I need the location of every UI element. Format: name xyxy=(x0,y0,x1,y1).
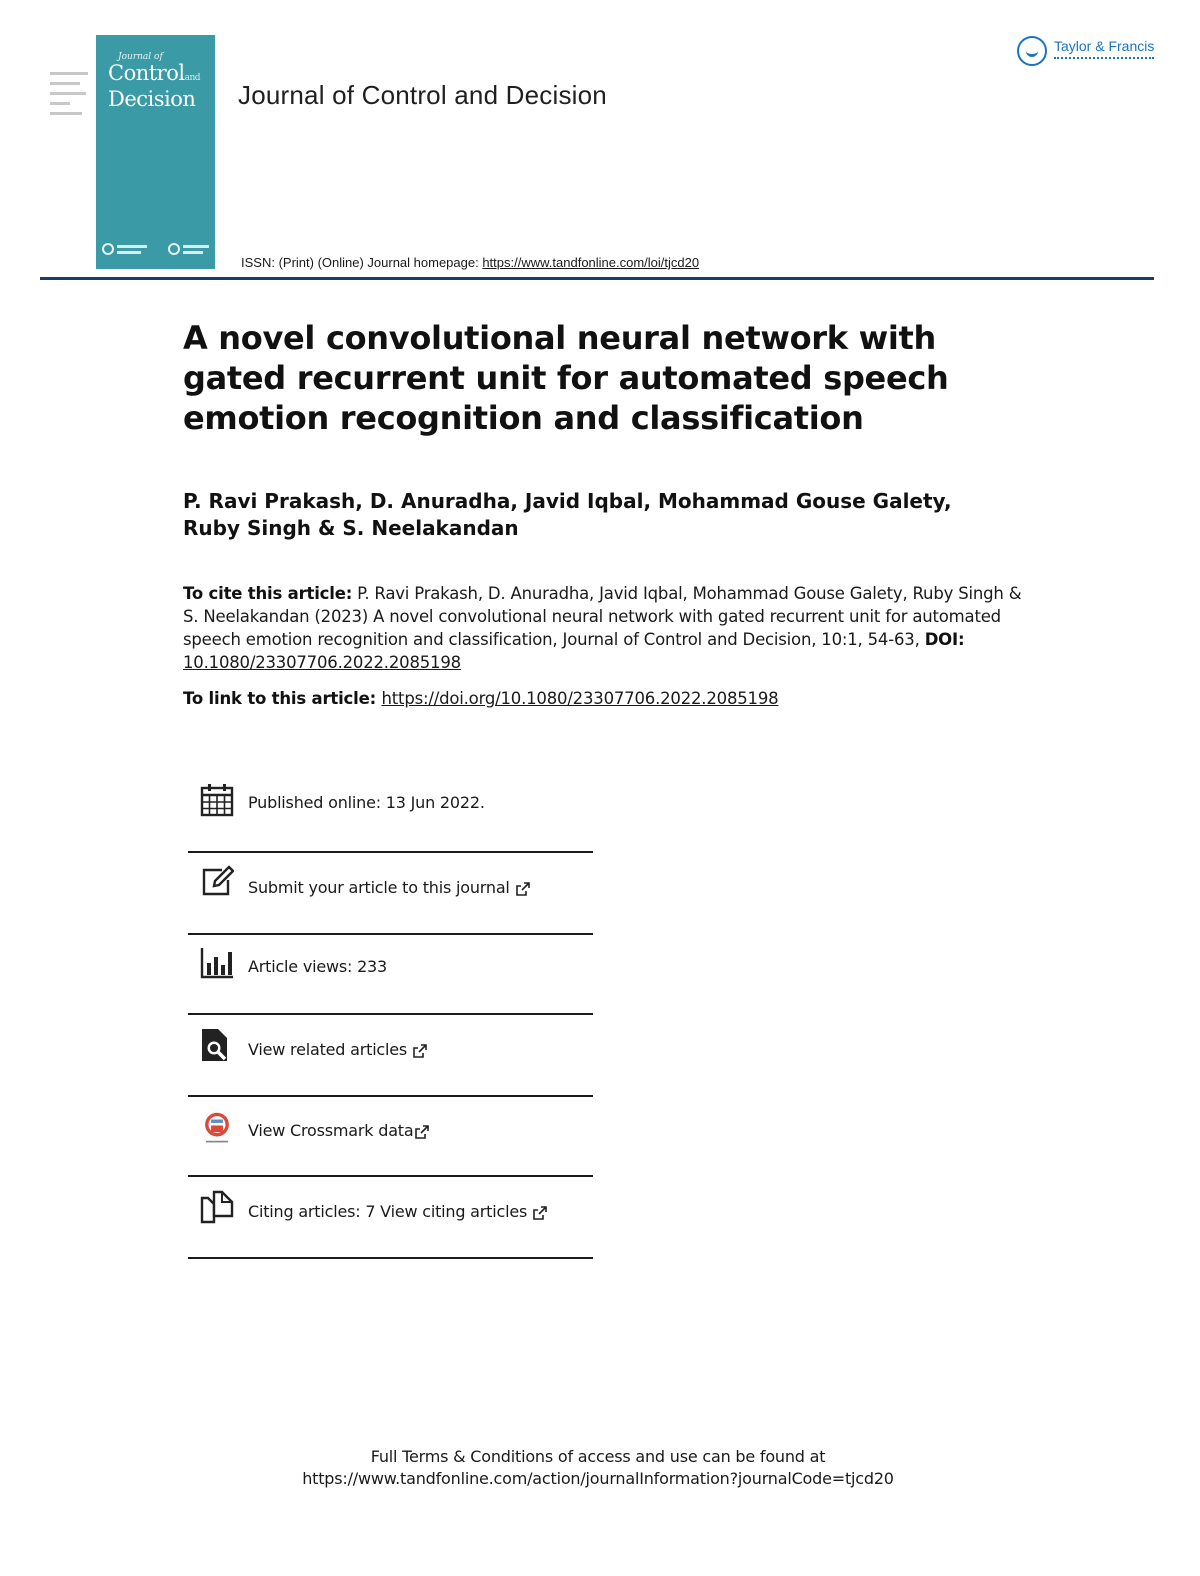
issn-line xyxy=(241,255,699,270)
info-published xyxy=(188,771,593,853)
cover-title-and: and xyxy=(184,73,201,83)
edit-icon xyxy=(200,865,234,899)
cover-publisher-logos xyxy=(100,239,210,261)
submit-article-label: Submit your article to this journal xyxy=(248,878,510,897)
terms-url[interactable]: https://www.tandfonline.com/action/journalInformation?journalCode=tjcd20 xyxy=(302,1469,894,1488)
external-link-icon xyxy=(414,1124,430,1140)
bar-chart-icon xyxy=(200,946,234,980)
cite-text: P. Ravi Prakash, D. Anuradha, Javid Iqbal, Mohammad Gouse Galety, Ruby Singh & S. Neelakandan (2023) A novel convolutional neural network with gated recurrent unit for automated speech emotion recognition and classification, Journal of Control and Decision, 10:1, 54-63, xyxy=(183,584,1022,649)
external-link-icon xyxy=(412,1043,428,1059)
publisher-name: Taylor & Francis xyxy=(1054,38,1155,54)
doi-label: DOI: xyxy=(924,630,965,649)
search-document-icon xyxy=(200,1028,234,1062)
publisher-logo-icon xyxy=(1017,36,1047,66)
cite-label: To cite this article: xyxy=(183,584,353,603)
article-title: A novel convolutional neural network with gated recurrent unit for automated speech emotion recognition and classification xyxy=(183,319,949,437)
submit-article-link[interactable] xyxy=(248,878,531,897)
crossmark-icon xyxy=(200,1111,234,1145)
published-date: Published online: 13 Jun 2022. xyxy=(248,793,485,812)
cover-title xyxy=(108,63,200,110)
doi-link[interactable]: 10.1080/23307706.2022.2085198 xyxy=(183,653,461,672)
external-link-icon xyxy=(515,881,531,897)
calendar-icon xyxy=(200,783,234,817)
info-crossmark[interactable] xyxy=(188,1097,593,1177)
journal-name: Journal of Control and Decision xyxy=(238,80,607,110)
citing-articles-label: Citing articles: 7 View citing articles xyxy=(248,1202,528,1221)
info-citing[interactable] xyxy=(188,1177,593,1259)
article-info-list xyxy=(188,771,593,1259)
article-authors: P. Ravi Prakash, D. Anuradha, Javid Iqbal, Mohammad Gouse Galety, Ruby Singh & S. Neelakandan xyxy=(183,489,952,540)
crossmark-link[interactable] xyxy=(248,1121,430,1140)
copy-documents-icon xyxy=(200,1190,234,1224)
citation xyxy=(183,582,1023,674)
journal-homepage-link[interactable]: https://www.tandfonline.com/loi/tjcd20 xyxy=(482,255,700,270)
external-link-icon xyxy=(532,1205,548,1221)
article-link-line xyxy=(183,689,778,708)
cover-side-text xyxy=(50,72,88,122)
cover-journal-of: Journal of xyxy=(118,52,163,62)
publisher-tagline xyxy=(1054,57,1154,63)
info-related[interactable] xyxy=(188,1015,593,1097)
crossmark-label: View Crossmark data xyxy=(248,1121,414,1140)
citing-articles-link[interactable] xyxy=(248,1202,548,1221)
article-views: Article views: 233 xyxy=(248,957,388,976)
terms-footer xyxy=(0,1446,1196,1490)
related-articles-label: View related articles xyxy=(248,1040,408,1059)
issn-prefix: ISSN: (Print) (Online) Journal homepage: xyxy=(241,255,483,270)
link-label: To link to this article: xyxy=(183,689,382,708)
article-doi-url-link[interactable]: https://doi.org/10.1080/23307706.2022.2085198 xyxy=(381,689,779,708)
terms-line: Full Terms & Conditions of access and use can be found at xyxy=(370,1447,826,1466)
journal-cover xyxy=(96,35,215,269)
info-submit[interactable] xyxy=(188,853,593,935)
cover-title-line2: Decision xyxy=(108,87,196,111)
header-divider xyxy=(40,277,1154,280)
related-articles-link[interactable] xyxy=(248,1040,428,1059)
publisher-logo xyxy=(1017,36,1157,70)
cover-title-line1: Control xyxy=(108,61,185,85)
info-views xyxy=(188,935,593,1015)
